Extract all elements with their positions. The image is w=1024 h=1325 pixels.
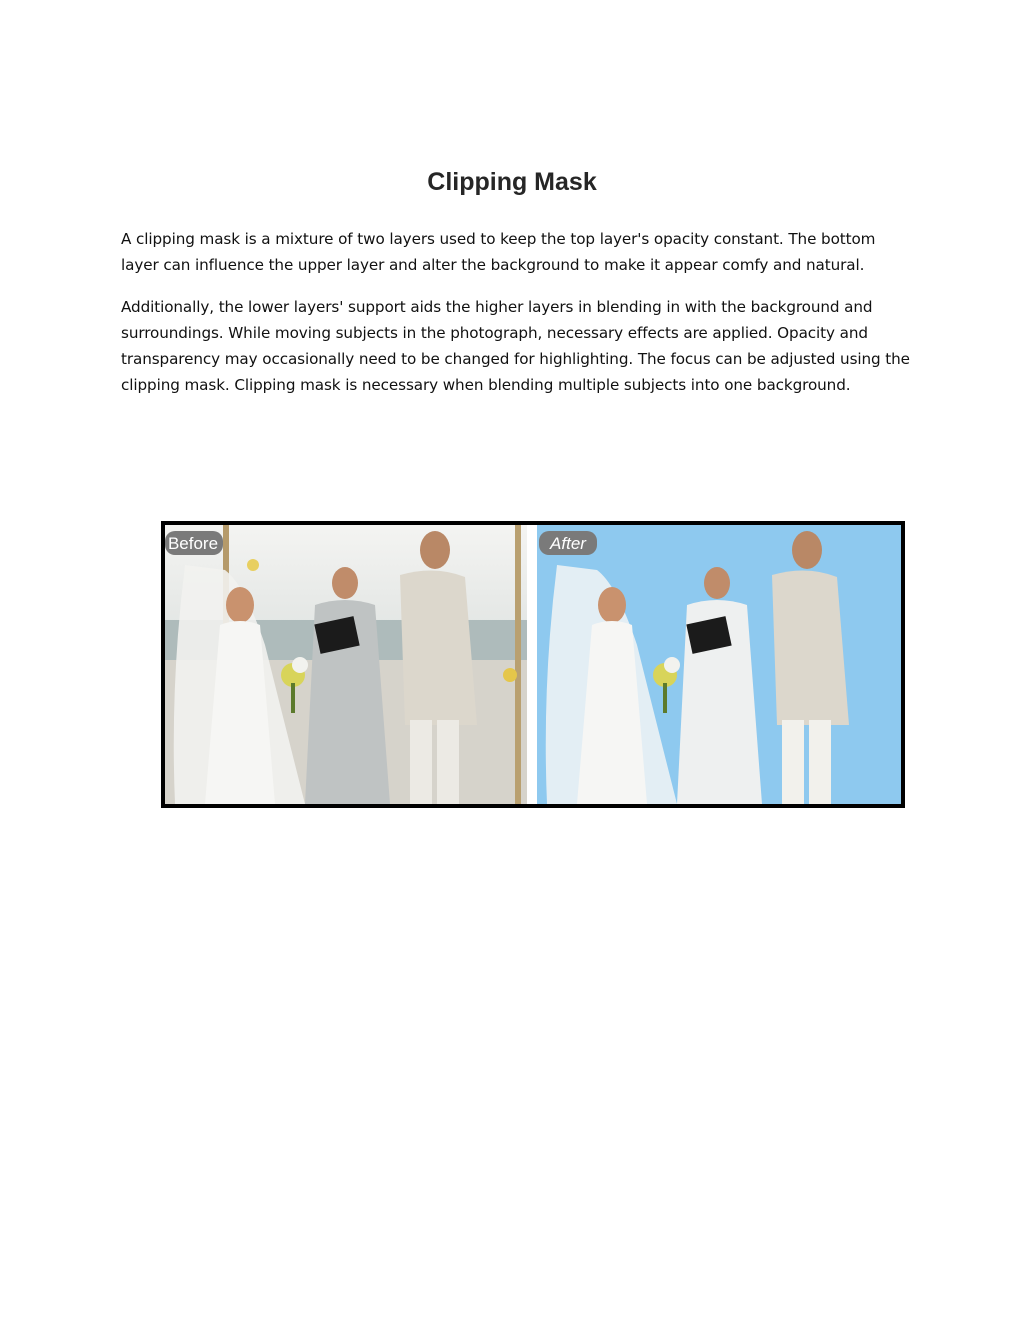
after-label: After — [550, 534, 586, 553]
paragraph-1: A clipping mask is a mixture of two layers used to keep the top layer's opacity constant. The bottom layer can influence the upper layer and alter the background to make it appear comfy and natural. — [121, 230, 876, 274]
panel-divider — [527, 525, 537, 804]
before-after-illustration — [165, 525, 901, 804]
before-label: Before — [167, 534, 219, 553]
paragraph-2: Additionally, the lower layers' support aids the higher layers in blending in with the background and surroundings. While moving subjects in the photograph, necessary effects are applied. Opacity and transparency may occasionally need to be changed for highlighting. The focus can be adjusted using the clipping mask. Clipping mask is necessary when blending multiple subjects into one background. — [121, 298, 910, 394]
after-panel — [537, 525, 901, 804]
before-after-photo — [161, 521, 905, 808]
page-title: Clipping Mask — [427, 168, 597, 196]
before-panel — [165, 525, 527, 804]
